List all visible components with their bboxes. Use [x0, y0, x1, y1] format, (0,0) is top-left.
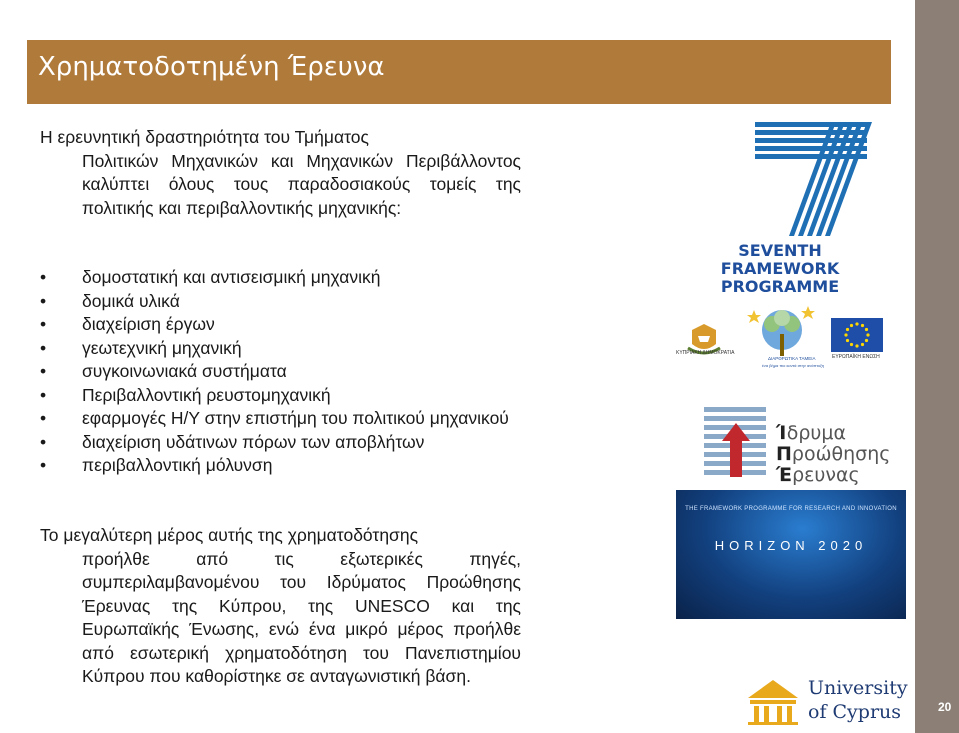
university-line-2: of Cyprus [808, 701, 902, 723]
funding-rest: προήλθε από τις εξωτερικές πηγές, συμπεριλαμβανομένου του Ιδρύματος Προώθησης Έρευνας της Κύπρου, της UNESCO και της Ευρωπαϊκής Ένωσης, ενώ ένα μικρό μέρος προήλθε από εσωτερική χρηματοδότηση του Πανεπιστημίου Κύπρου που καθορίστηκε σε ανταγωνιστική βάση. [82, 548, 521, 686]
university-of-cyprus-emblem-icon [742, 676, 804, 726]
rpf-line-2-initial: Π [776, 443, 792, 465]
rpf-wordmark [776, 423, 890, 486]
page-number: 20 [938, 700, 952, 714]
horizon-tagline: THE FRAMEWORK PROGRAMME FOR RESEARCH AND INNOVATION [685, 506, 897, 512]
eu-flag-icon [831, 318, 883, 352]
university-line-1: University [808, 677, 908, 699]
rpf-line-3-initial: Έ [776, 464, 793, 486]
structural-funds-line-2: ένα βήμα πιο κοντά στην ανάπτυξη [762, 363, 825, 368]
list-item: • περιβαλλοντική μόλυνση [40, 454, 530, 478]
intro-rest: Πολιτικών Μηχανικών και Μηχανικών Περιβάλλοντος καλύπτει όλους τους παραδοσιακούς τομείς της πολιτικής και περιβαλλοντικής μηχανικής: [82, 150, 521, 218]
funding-paragraph [40, 524, 521, 689]
list-item: • διαχείριση έργων [40, 313, 530, 337]
slide-title: Χρηματοδοτημένη Έρευνα [38, 52, 385, 82]
list-item: • διαχείριση υδάτινων πόρων των αποβλήτων [40, 431, 530, 455]
list-item: • γεωτεχνική μηχανική [40, 337, 530, 361]
funding-first-line: Το μεγαλύτερη μέρος αυτής της χρηματοδότησης [40, 525, 419, 545]
rpf-line-1 [776, 423, 890, 444]
cyprus-caption: ΚΥΠΡΙΑΚΗ ΔΗΜΟΚΡΑΤΙΑ [676, 350, 735, 356]
list-item: • δομοστατική και αντισεισμική μηχανική [40, 266, 530, 290]
rpf-line-3-rest: ρευνας [792, 464, 860, 486]
funding-logos-row [676, 300, 891, 380]
university-wordmark [808, 676, 908, 724]
horizon-2020-banner [676, 490, 906, 619]
list-item: • δομικά υλικά [40, 290, 530, 314]
list-item: • εφαρμογές Η/Υ στην επιστήμη του πολιτικού μηχανικού [40, 407, 530, 431]
rpf-line-2 [776, 444, 890, 465]
rpf-line-1-rest: δρυμα [786, 422, 847, 444]
rpf-line-3 [776, 465, 890, 486]
topics-list [40, 266, 530, 478]
fp7-line-2: PROGRAMME [720, 277, 840, 296]
structural-funds-tree-icon [742, 304, 822, 364]
right-sidebar [915, 0, 959, 733]
list-item: • συγκοινωνιακά συστήματα [40, 360, 530, 384]
fp7-caption [680, 242, 880, 296]
rpf-line-1-initial: Ί [776, 422, 787, 444]
list-item: • Περιβαλλοντική ρευστομηχανική [40, 384, 530, 408]
horizon-name: HORIZON 2020 [714, 538, 868, 553]
intro-paragraph [40, 126, 521, 220]
structural-funds-line-1: ΔΙΑΡΘΡΩΤΙΚΑ ΤΑΜΕΙΑ [768, 356, 816, 361]
rpf-line-2-rest: ροώθησης [791, 443, 891, 465]
eu-caption: ΕΥΡΩΠΑΪΚΗ ΕΝΩΣΗ [832, 354, 880, 360]
intro-first-line: Η ερευνητική δραστηριότητα του Τμήματος [40, 127, 369, 147]
fp7-line-1: SEVENTH FRAMEWORK [720, 241, 840, 278]
